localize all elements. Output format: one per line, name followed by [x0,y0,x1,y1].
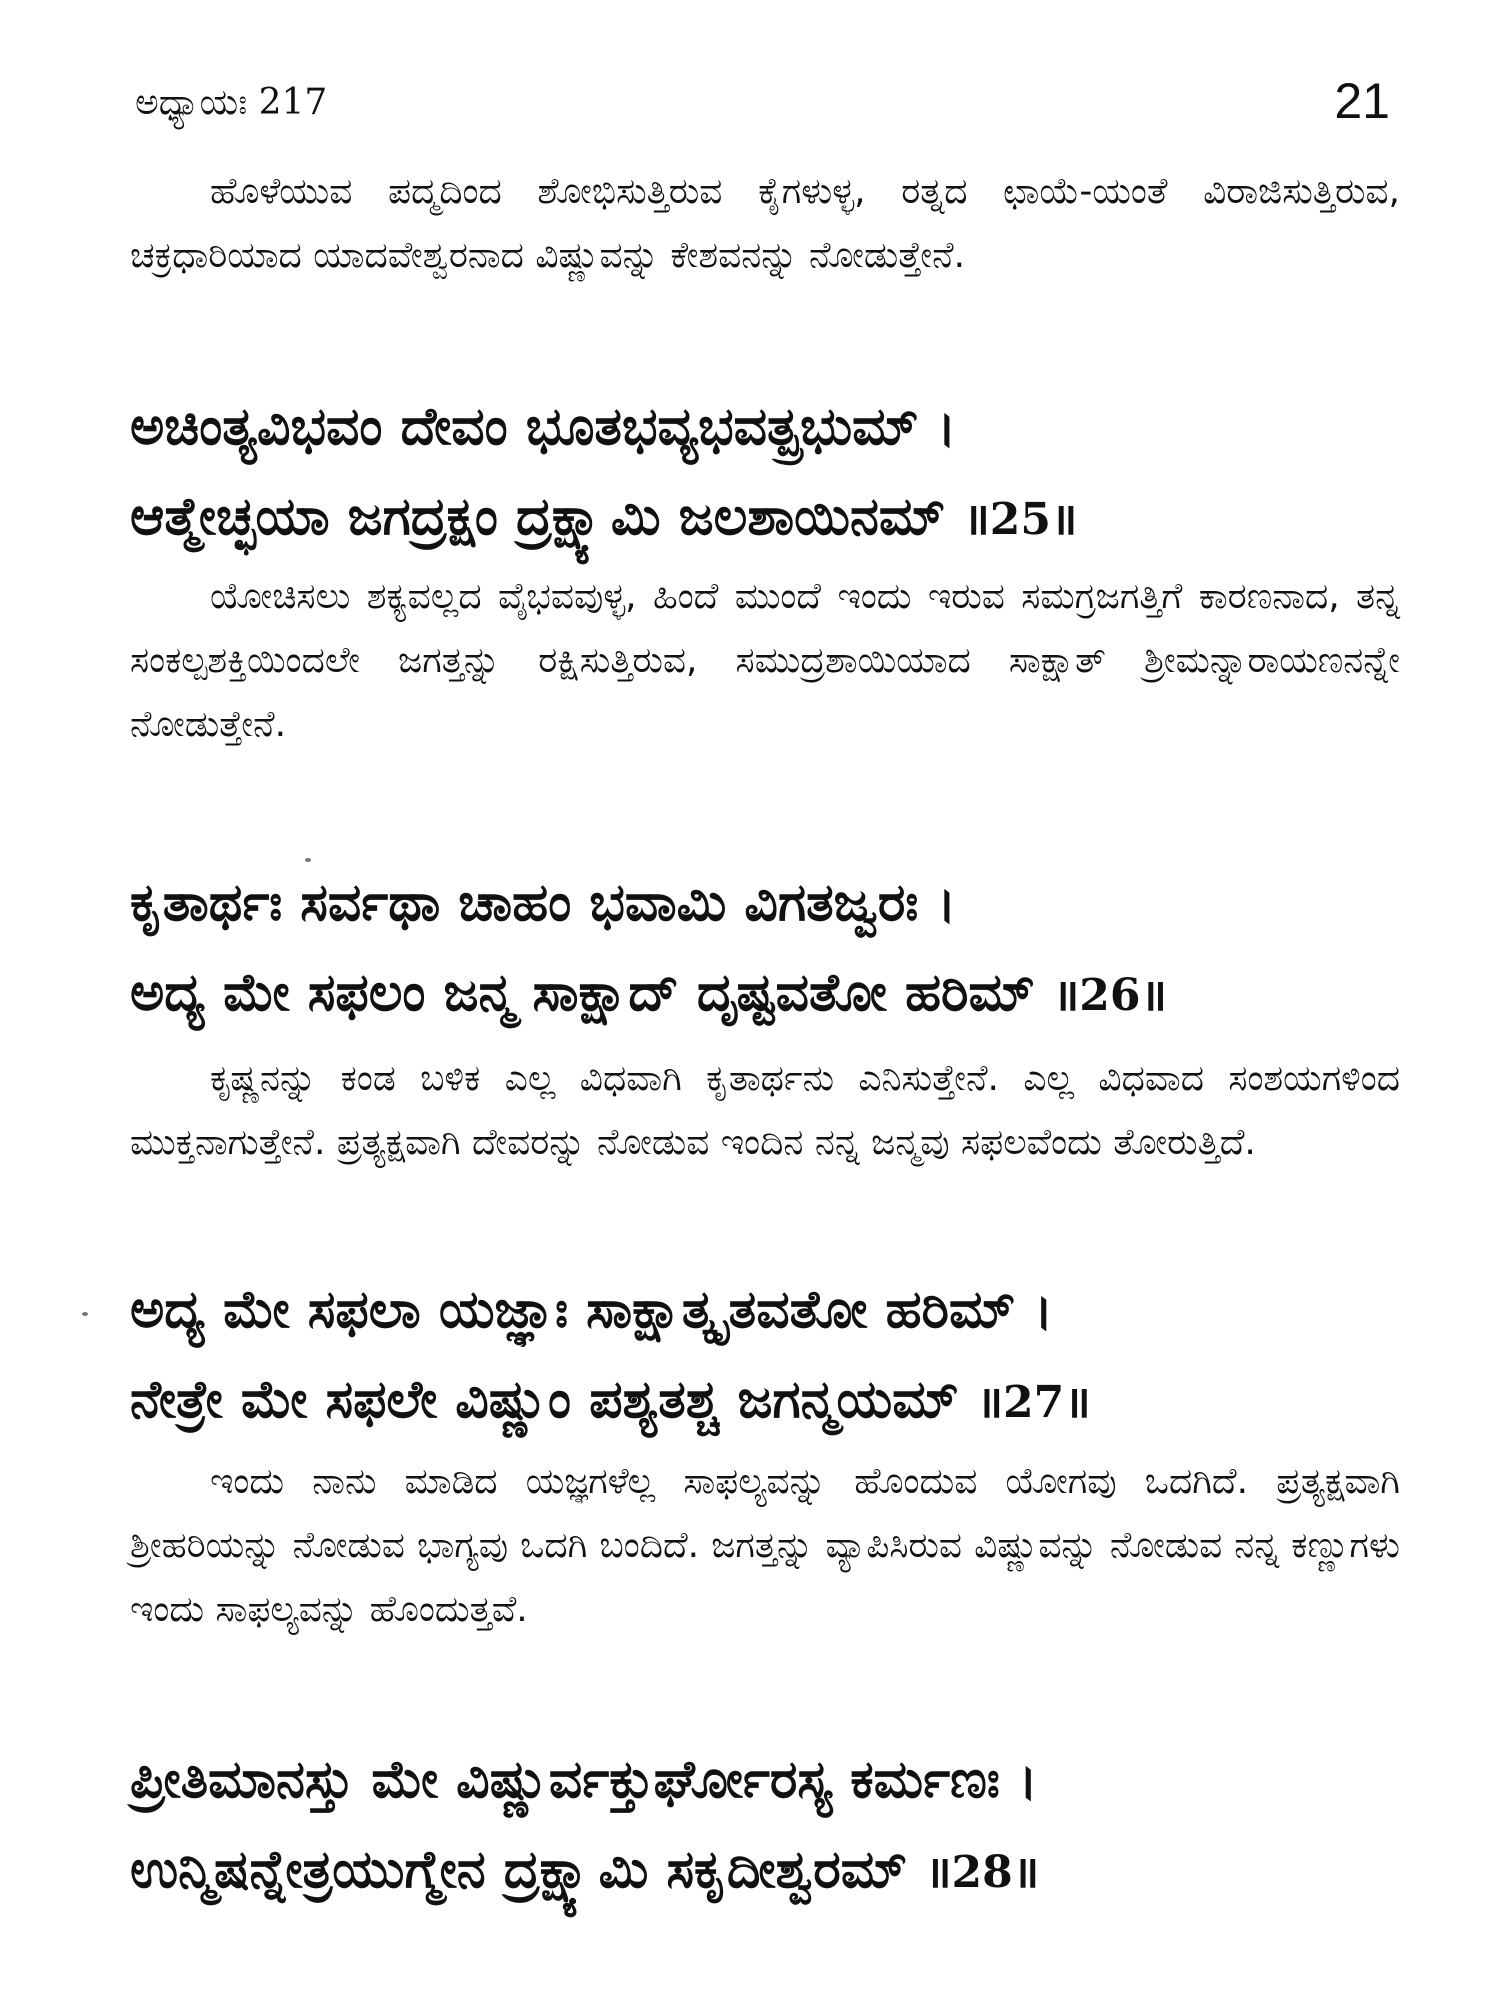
translation-text: ಯೋಚಿಸಲು ಶಕ್ಯವಲ್ಲದ ವೈಭವವುಳ್ಳ, ಹಿಂದೆ ಮುಂದೆ ಇಂದು ಇರುವ ಸಮಗ್ರಜಗತ್ತಿಗೆ ಕಾರಣನಾದ, ತನ್ನ ಸಂಕಲ್ಪಶಕ್ತಿಯಿಂದಲೇ ಜಗತ್ತನ್ನು ರಕ್ಷಿಸುತ್ತಿರುವ, ಸಮುದ್ರಶಾಯಿಯಾದ ಸಾಕ್ಷಾತ್ ಶ್ರೀಮನ್ನಾರಾಯಣನನ್ನೇ ನೋಡುತ್ತೇನೆ. [130,576,1400,745]
verse-line-2 [130,472,1400,565]
verse-line-2 [130,948,1400,1041]
verse-number: ॥27॥ [976,1377,1091,1428]
translation-text: ಹೊಳೆಯುವ ಪದ್ಮದಿಂದ ಶೋಭಿಸುತ್ತಿರುವ ಕೈಗಳುಳ್ಳ, ರತ್ನದ ಛಾಯೆ-ಯಂತೆ ವಿರಾಜಿಸುತ್ತಿರುವ, ಚಕ್ರಧಾರಿಯಾದ ಯಾದವೇಶ್ವರನಾದ ವಿಷ್ಣುವನ್ನು ಕೇಶವನನ್ನು ನೋಡುತ್ತೇನೆ. [130,171,1400,276]
translation-paragraph-27 [130,1450,1400,1642]
verse-number: ॥25॥ [963,494,1078,545]
verse-number: ॥28॥ [925,1847,1040,1898]
verse-number: ॥26॥ [1052,970,1167,1021]
translation-paragraph-26 [130,1047,1400,1175]
verse-27 [130,1265,1400,1448]
verse-26 [130,858,1400,1041]
page-header [135,73,1390,148]
verse-line-2-text: ನೇತ್ರೇ ಮೇ ಸಫಲೇ ವಿಷ್ಣುಂ ಪಶ್ಯತಶ್ಚ ಜಗನ್ಮಯಮ್ [130,1370,959,1430]
page-number: 21 [1334,73,1390,129]
translation-paragraph-25 [130,565,1400,757]
verse-28 [130,1735,1400,1918]
print-speck [305,858,311,862]
translation-text: ಕೃಷ್ಣನನ್ನು ಕಂಡ ಬಳಿಕ ಎಲ್ಲ ವಿಧವಾಗಿ ಕೃತಾರ್ಥನು ಎನಿಸುತ್ತೇನೆ. ಎಲ್ಲ ವಿಧವಾದ ಸಂಶಯಗಳಿಂದ ಮುಕ್ತನಾಗುತ್ತೇನೆ. ಪ್ರತ್ಯಕ್ಷವಾಗಿ ದೇವರನ್ನು ನೋಡುವ ಇಂದಿನ ನನ್ನ ಜನ್ಮವು ಸಫಲವೆಂದು ತೋರುತ್ತಿದೆ. [130,1058,1400,1163]
translation-paragraph-24 [130,160,1400,288]
verse-line-1: ಅದ್ಯ ಮೇ ಸಫಲಾ ಯಜ್ಞಾಃ ಸಾಕ್ಷಾತ್ಕೃತವತೋ ಹರಿಮ್ । [130,1280,1054,1340]
verse-line-2-text: ಅದ್ಯ ಮೇ ಸಫಲಂ ಜನ್ಮ ಸಾಕ್ಷಾದ್ ದೃಷ್ಟವತೋ ಹರಿಮ್ [130,963,1035,1023]
verse-line-1: ಪ್ರೀತಿಮಾನಸ್ತು ಮೇ ವಿಷ್ಣುರ್ವಕ್ತುರ್ಘೋರಸ್ಯ ಕರ್ಮಣಃ । [130,1750,1038,1810]
translation-text: ಇಂದು ನಾನು ಮಾಡಿದ ಯಜ್ಞಗಳೆಲ್ಲ ಸಾಫಲ್ಯವನ್ನು ಹೊಂದುವ ಯೋಗವು ಒದಗಿದೆ. ಪ್ರತ್ಯಕ್ಷವಾಗಿ ಶ್ರೀಹರಿಯನ್ನು ನೋಡುವ ಭಾಗ್ಯವು ಒದಗಿ ಬಂದಿದೆ. ಜಗತ್ತನ್ನು ವ್ಯಾಪಿಸಿರುವ ವಿಷ್ಣುವನ್ನು ನೋಡುವ ನನ್ನ ಕಣ್ಣುಗಳು ಇಂದು ಸಾಫಲ್ಯವನ್ನು ಹೊಂದುತ್ತವೆ. [130,1461,1400,1630]
verse-line-2-text: ಆತ್ಮೇಚ್ಛಯಾ ಜಗದ್ರಕ್ಷಂ ದ್ರಕ್ಷ್ಯಾಮಿ ಜಲಶಾಯಿನಮ್ [130,487,946,547]
verse-line-2 [130,1825,1400,1918]
verse-line-2-text: ಉನ್ಮಿಷನ್ನೇತ್ರಯುಗ್ಮೇನ ದ್ರಕ್ಷ್ಯಾಮಿ ಸಕೃದೀಶ್ವರಮ್ [130,1840,908,1900]
verse-line-2 [130,1355,1400,1448]
chapter-label: ಅಧ್ಯಾಯಃ 217 [135,82,328,123]
verse-line-1: ಅಚಿಂತ್ಯವಿಭವಂ ದೇವಂ ಭೂತಭವ್ಯಭವತ್ಪ್ರಭುಮ್ । [130,397,957,457]
print-speck [82,1312,88,1316]
verse-25 [130,382,1400,565]
verse-line-1: ಕೃತಾರ್ಥಃ ಸರ್ವಥಾ ಚಾಹಂ ಭವಾಮಿ ವಿಗತಜ್ವರಃ । [130,873,957,933]
